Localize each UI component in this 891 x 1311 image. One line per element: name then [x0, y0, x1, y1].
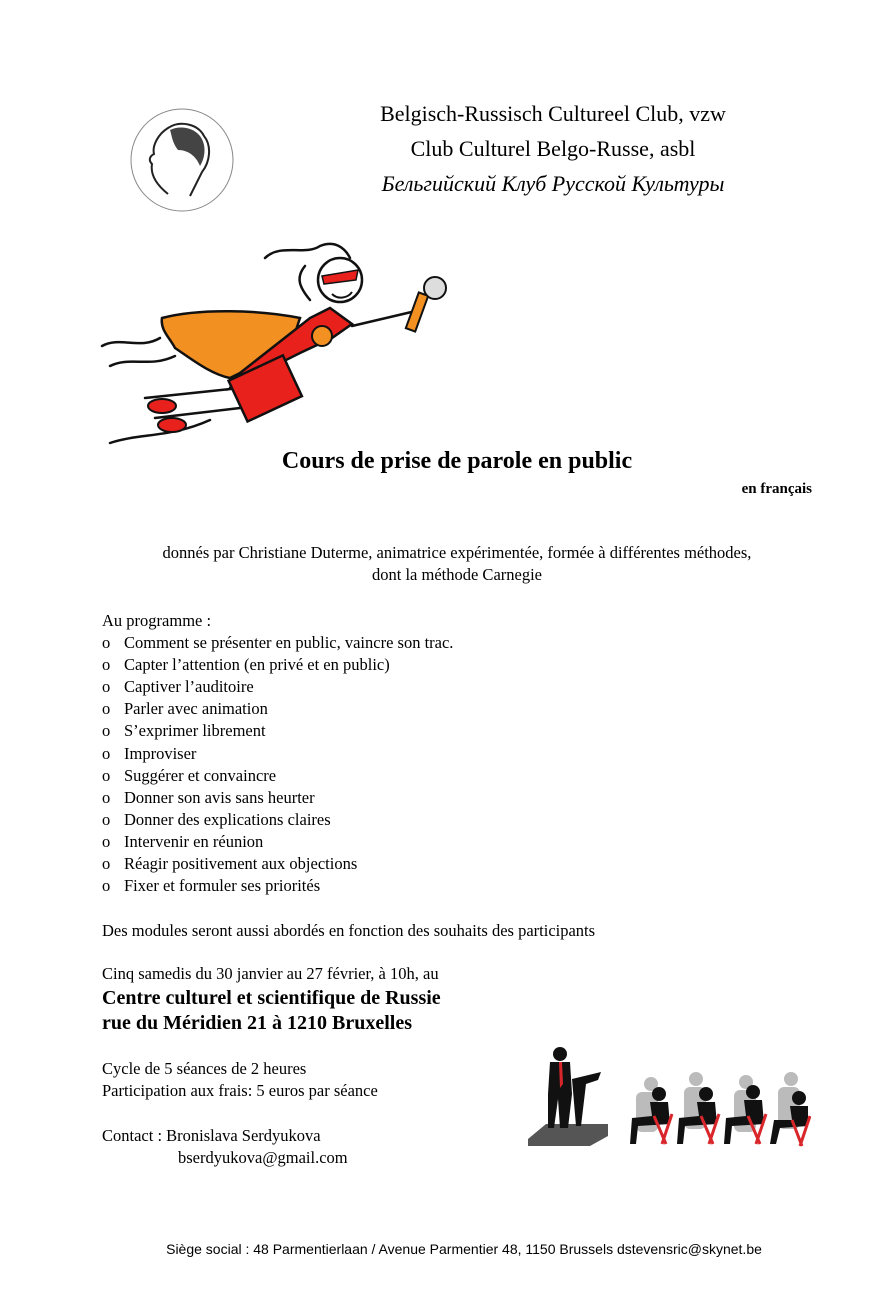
schedule-dates: Cinq samedis du 30 janvier au 27 février, à 10h, au	[102, 964, 439, 983]
programme-item-text: Intervenir en réunion	[124, 831, 264, 851]
programme-item	[102, 677, 254, 697]
cycle-info: Cycle de 5 séances de 2 heures	[102, 1059, 307, 1078]
venue-address: rue du Méridien 21 à 1210 Bruxelles	[102, 1012, 412, 1034]
club-name-dutch: Belgisch-Russisch Cultureel Club, vzw	[380, 101, 726, 126]
modules-note: Des modules seront aussi abordés en fonction des souhaits des participants	[102, 921, 596, 940]
bullet-icon: o	[102, 721, 111, 741]
bullet-icon: o	[102, 809, 111, 829]
language-note: en français	[741, 481, 812, 497]
programme-item-text: Parler avec animation	[124, 699, 268, 719]
programme-item	[102, 744, 196, 764]
footer-address: Siège social : 48 Parmentierlaan / Avenue Parmentier 48, 1150 Brussels dstevensric@skynet.be	[166, 1241, 762, 1257]
programme-heading: Au programme :	[102, 611, 212, 630]
club-name-russian: Бельгийский Клуб Русской Культуры	[381, 171, 725, 196]
programme-item-text: Improviser	[124, 743, 197, 763]
programme-item	[102, 876, 320, 896]
programme-item	[102, 699, 268, 719]
contact-email[interactable]: bserdyukova@gmail.com	[178, 1148, 348, 1167]
fee-info: Participation aux frais: 5 euros par séance	[102, 1081, 378, 1100]
programme-item	[102, 721, 266, 741]
instructor-line-2: dont la méthode Carnegie	[372, 565, 542, 584]
programme-item	[102, 810, 331, 830]
programme-item-text: S’exprimer librement	[124, 721, 266, 741]
programme-item	[102, 655, 390, 675]
bullet-icon: o	[102, 787, 111, 807]
bullet-icon: o	[102, 831, 111, 851]
bullet-icon: o	[102, 655, 111, 675]
bullet-icon: o	[102, 699, 111, 719]
venue-name: Centre culturel et scientifique de Russie	[102, 987, 441, 1009]
bullet-icon: o	[102, 743, 111, 763]
speaker-audience-illustration	[526, 1044, 811, 1149]
bullet-icon: o	[102, 854, 111, 873]
programme-item-text: Suggérer et convaincre	[124, 765, 277, 785]
bullet-icon: o	[102, 765, 111, 785]
programme-item	[102, 854, 357, 874]
bullet-icon: o	[102, 633, 111, 652]
programme-item-text: Captiver l’auditoire	[124, 677, 254, 697]
bullet-icon: o	[102, 677, 111, 697]
programme-item-text: Réagir positivement aux objections	[124, 854, 358, 873]
bullet-icon: o	[102, 876, 111, 896]
programme-item-text: Fixer et formuler ses priorités	[124, 876, 321, 896]
flying-superhero-illustration	[100, 238, 460, 448]
programme-item	[102, 832, 263, 852]
contact-name: Contact : Bronislava Serdyukova	[102, 1126, 321, 1145]
programme-item	[102, 633, 453, 653]
instructor-line-1: donnés par Christiane Duterme, animatrice expérimentée, formée à différentes méthodes,	[162, 543, 752, 562]
page-title: Cours de prise de parole en public	[281, 448, 633, 474]
programme-item-text: Donner des explications claires	[124, 809, 331, 829]
club-name-french: Club Culturel Belgo-Russe, asbl	[410, 136, 696, 161]
club-logo-pushkin-portrait	[128, 106, 236, 214]
programme-item	[102, 788, 315, 808]
programme-item-text: Comment se présenter en public, vaincre son trac.	[124, 633, 454, 652]
programme-item-text: Capter l’attention (en privé et en public)	[124, 655, 390, 675]
programme-item-text: Donner son avis sans heurter	[124, 787, 315, 807]
programme-item	[102, 766, 276, 786]
